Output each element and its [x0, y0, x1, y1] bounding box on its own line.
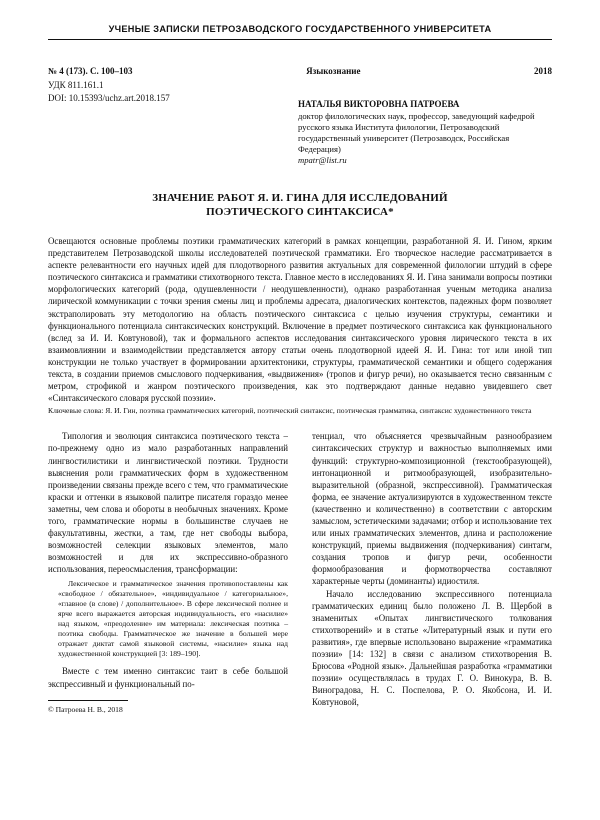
journal-title: УЧЕНЫЕ ЗАПИСКИ ПЕТРОЗАВОДСКОГО ГОСУДАРСТВЕННОГО УНИВЕРСИТЕТА [108, 24, 492, 34]
author-email[interactable]: mpatr@list.ru [298, 155, 347, 165]
issue-row [48, 66, 552, 76]
doi: DOI: 10.15393/uchz.art.2018.157 [48, 93, 170, 103]
right-column [312, 430, 552, 715]
section-name: Языкознание [306, 66, 361, 76]
author-name: НАТАЛЬЯ ВИКТОРОВНА ПАТРОЕВА [298, 99, 460, 109]
left-paragraph-1: Типология и эволюция синтаксиса поэтического текста – по-прежнему одно из мало разработанных направлений лингвостилистики и лингвистической поэтики. Трудности выяснения роли грамматических форм в художественном произведении связаны прежде всего с тем, что грамматические краски и оттенки в языковой палитре писателя гораздо менее заметны, чем слова и обороты в необычных значениях. Кроме того, грамматические нормы в большинстве случаев не факультативны, жестки, а там, где нет свободы выбора, возможностей селекции языковых элементов, мало возможностей и для их экспрессивно-образного использования, переосмысления, трансформации: [48, 431, 288, 575]
article-title [48, 192, 552, 219]
copyright: © Патроева Н. В., 2018 [48, 704, 123, 714]
header-rule [48, 39, 552, 40]
block-quote [58, 579, 288, 659]
right-paragraph-1: тенциал, что объясняется чрезвычайным разнообразием синтаксических структур и важностью выполняемых ими функций: структурно-композиционной (текстообразующей), интонационной и ритмообразующей, изобразительно-выразительной (образной, экспрессивной). Грамматическая форма, ее значение актуализируются в художественном тексте (качественно и количественно) в соответствии с авторским замыслом, эстетическими задачами; отбор и использование тех или иных грамматических элементов, длина и расположение конструкций, приемы выдвижения (подчеркивания) синтагм, создания тропов и фигур речи, особенности формообразования и формотворчества составляют характерные черты (доминанты) идиостиля. [312, 431, 552, 587]
article-page [48, 24, 552, 716]
right-paragraph-2: Начало исследованию экспрессивного потенциала грамматических единиц было положено Л. В. Щербой в знаменитых «Опытах лингвистического толкования стихотворений» и в статье «Литературный язык и пути его развития», где впервые использовано выражение «грамматика поэзии» [14: 132] в связи с анализом стихотворения В. Брюсова «Родной язык». Дальнейшая разработка «грамматики поэзии» осуществлялась в трудах Г. О. Винокура, В. В. Виноградова, Н. С. Поспелова, Р. О. Якобсона, И. И. Ковтуновой, [312, 588, 552, 708]
body-columns [48, 430, 552, 715]
quote-text: Лексическое и грамматическое значения противопоставлены как «свободное / обязательное», «индивидуальное / категориальное», «главное (в слове) / дополнительное». В сфере лексической полнее и ярче всего выражается авторская индивидуальность, его «насилие» над языком, «преодоление» им материала: лексическая поэтика – поэтика свободы. Грамматическое же значение в большей мере отражает диктат самой языковой системы, «насилие» языка над художественной конструкцией [3: 189–190]. [58, 579, 288, 659]
title-line-2: ПОЭТИЧЕСКОГО СИНТАКСИСА* [206, 205, 394, 218]
left-column [48, 430, 288, 715]
left-paragraph-2: Вместе с тем именно синтаксис таит в себе большой экспрессивный и функциональный по- [48, 666, 288, 689]
abstract: Освещаются основные проблемы поэтики грамматических категорий в рамках концепции, разработанной Я. И. Гином, ярким представителем Петрозаводской школы исследователей поэтической грамматики. Его творческое наследие рассматривается в аспекте релевантности его научных идей для плодотворного развития актуальных для современной филологии штудий в сфере поэтического синтаксиса и грамматики стихотворного текста. Главное место в исследованиях Я. И. Гина занимали вопросы поэтики морфологических категорий (рода, одушевленности / неодушевленности), однако разработанная ученым методика анализа лирической коммуникации с точки зрения смены лиц и проблемы адресата, диалогических контекстов, падежных форм позволяет экстраполировать эту методологию на область поэтического синтаксиса с целью изучения структуры, семантики и функционального потенциала синтаксических конструкций. Включение в предмет поэтического синтаксиса как функционального (вслед за И. И. Ковтуновой), так и формального аспектов исследования синтаксического уровня лирического текста в их взаимовлиянии и взаимодействии представляется автору статьи очень плодотворной идеей Я. И. Гина: тот или иной тип конструкции не только участвует в формировании архитектоники, структуры, грамматической семантики и общего содержания текста, в создании приемов смыслового подчеркивания, «выдвижения» (тропов и фигур речи), но оказывается тесно связанным с метром, строфикой и жанром поэтического произведения, как это подтверждают данные недавно увидевшего свет «Синтаксического словаря русской поэзии». [48, 236, 552, 404]
issue-year: 2018 [534, 66, 552, 76]
author-block [298, 99, 552, 166]
udk: УДК 811.161.1 [48, 80, 104, 90]
footnote-rule [48, 700, 128, 701]
issue-info: № 4 (173). С. 100–103 [48, 66, 133, 76]
author-affiliation: доктор филологических наук, профессор, заведующий кафедрой русского языка Института филологии, Петрозаводский государственный университет (Петрозаводск, Российская Федерация) [298, 111, 535, 154]
keywords: Ключевые слова: Я. И. Гин, поэтика грамматических категорий, поэтический синтаксис, поэтическая грамматика, синтаксис художественного текста [48, 406, 532, 416]
title-line-1: ЗНАЧЕНИЕ РАБОТ Я. И. ГИНА ДЛЯ ИССЛЕДОВАНИЙ [152, 192, 448, 204]
